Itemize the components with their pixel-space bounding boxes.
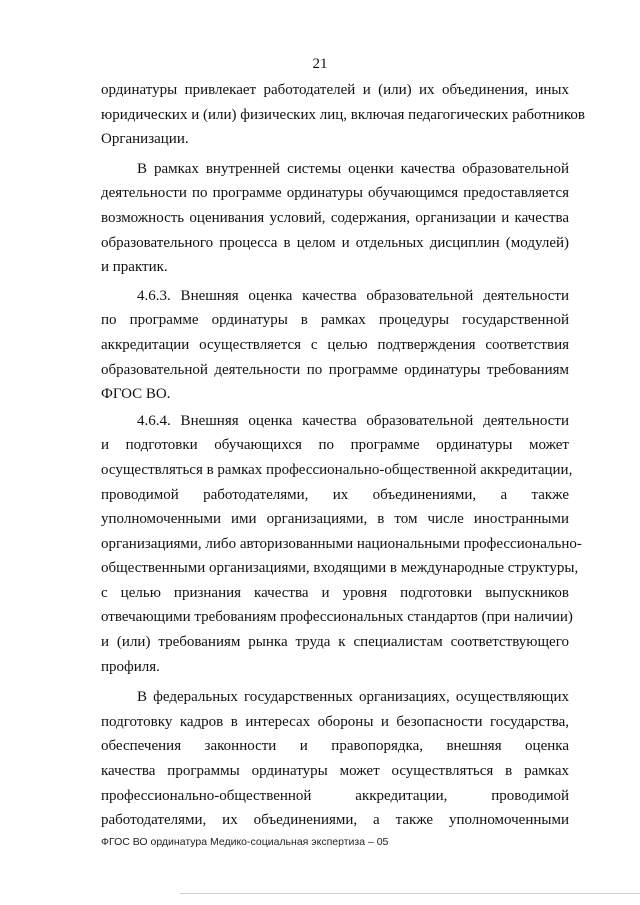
text-line: с целью признания качества и уровня подготовки выпускников [101,584,569,601]
text-line: Организации. [101,131,189,148]
text-line: уполномоченными ими организациями, в том числе иностранными [101,511,569,528]
text-line: аккредитации осуществляется с целью подтверждения соответствия [101,336,569,353]
text-line: осуществляться в рамках профессионально-общественной аккредитации, [101,461,573,478]
text-line: В рамках внутренней системы оценки качества образовательной [137,160,569,177]
text-line: образовательной деятельности по программе ординатуры требованиям [101,361,569,378]
paragraph [101,685,569,833]
text-line: В федеральных государственных организациях, осуществляющих [137,689,569,706]
text-line: общественными организациями, входящими в международные структуры, [101,560,579,577]
text-line: образовательного процесса в целом и отдельных дисциплин (модулей) [101,234,569,251]
text-line: юридических и (или) физических лиц, включая педагогических работников [101,106,585,123]
text-line: возможность оценивания условий, содержания, организации и качества [101,209,569,226]
text-line: и практик. [101,259,168,276]
text-line: качества программы ординатуры может осуществляться в рамках [101,763,569,780]
text-line: и подготовки обучающихся по программе ординатуры может [101,437,569,454]
text-line: ФГОС ВО. [101,386,171,403]
text-line: и (или) требованиям рынка труда к специалистам соответствующего [101,634,569,651]
text-line: профессионально-общественной аккредитации, проводимой [101,787,569,804]
paragraph [101,284,569,407]
text-line: ординатуры привлекает работодателей и (или) их объединения, иных [101,82,569,98]
paragraph [101,78,585,152]
scan-edge-line [180,893,640,894]
page-number: 21 [312,56,328,72]
text-line: отвечающими требованиям профессиональных стандартов (при наличии) [101,609,573,626]
text-line: деятельности по программе ординатуры обучающимся предоставляется [101,185,569,202]
text-line: работодателями, их объединениями, а также уполномоченными [101,812,569,829]
text-line: по программе ординатуры в рамках процедуры государственной [101,312,569,329]
text-line: организациями, либо авторизованными национальными профессионально- [101,535,582,552]
text-line: 4.6.3. Внешняя оценка качества образовательной деятельности [137,287,569,304]
document-footer: ФГОС ВО ординатура Медико-социальная экспертиза – 05 [101,836,389,848]
paragraph [101,409,582,680]
text-line: проводимой работодателями, их объединениями, а также [101,486,569,503]
text-line: подготовку кадров в интересах обороны и безопасности государства, [101,713,569,730]
text-line: обеспечения законности и правопорядка, внешняя оценка [101,738,569,755]
text-line: 4.6.4. Внешняя оценка качества образовательной деятельности [137,412,569,429]
document-body [101,78,585,833]
text-line: профиля. [101,658,160,675]
paragraph [101,157,569,280]
